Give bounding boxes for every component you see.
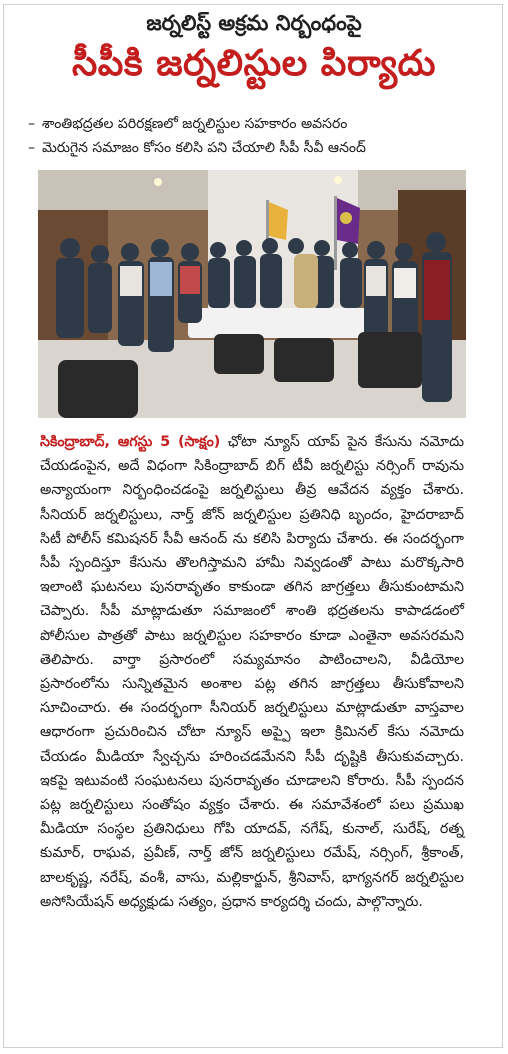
article-body-text: ఛోటా న్యూస్ యాప్ పైన కేసును నమోదు చేయడంపైన, అదే విధంగా సికింద్రాబాద్ బిగ్ టీవీ జర్నలిస్టు నర్సింగ్ రావును అన్యాయంగా నిర్బంధించడంపై జర్నలిస్టులు తీవ్ర ఆవేదన వ్యక్తం చేశారు. సీనియర్ జర్నలిస్టులు, నార్త్ జోన్ జర్నలిస్టుల ప్రతినిధి బృందం, హైదరాబాద్ సిటీ పోలీస్ కమిషనర్ సీవీ ఆనంద్ ను కలిసి పిర్యాదు చేశారు. ఈ సందర్భంగా సీపీ స్పందిస్తూ కేసును తొలగిస్తామని హామీ నివ్వడంతో పాటు మరొక్కసారి ఇలాంటి ఘటనలు పునరావృతం కాకుండా తగిన జాగ్రత్తలు తీసుకుంటామని చెప్పారు. సీపీ మాట్లాడుతూ సమాజంలో శాంతి భద్రతలను కాపాడడంలో పోలీసుల పాత్రతో పాటు జర్నలిస్టుల సహకారం కూడా ఎంతైనా అవసరమని తెలిపారు. వార్తా ప్రసారంలో సమ్యమానం పాటించాలని, వీడియోల ప్రసారంలోను సున్నితమైన అంశాల పట్ల తగిన జాగ్రత్తలు తీసుకోవాలని సూచించారు. ఈ సందర్భంగా సీనియర్ జర్నలిస్టులు మాట్లాడుతూ వాస్తవాల ఆధారంగా ప్రచురించిన చోటా న్యూస్ అప్పై ఇలా క్రిమినల్ కేసు నమోదు చేయడం మీడియా స్వేచ్చను హరించడమేనని సీపీ దృష్టికి తీసుకువచ్చారు. ఇకపై ఇటువంటి సంఘటనలు పునరావృతం చూడాలని కోరారు. సీపీ స్పందన పట్ల జర్నలిస్టులు సంతోషం వ్యక్తం చేశారు. ఈ సమావేశంలో పలు ప్రముఖ మీడియా సంస్థల ప్రతినిధులు గోపి యాదవ్, నగేష్, కునాల్, సురేష్, రత్న కుమార్, రాఘవ, ప్రవీణ్, నార్త్ జోన్ జర్నలిస్టులు రమేష్, నర్సింగ్, శ్రీకాంత్, బాలకృష్ణ, నరేష్, వంశీ, వాసు, మల్లికార్జున్, శ్రీనివాస్, భాగ్యనగర్ జర్నలిస్టుల అసోసియేషన్ అధ్యక్షుడు సత్యం, ప్రధాన కార్యదర్శి చందు, పాల్గొన్నారు. [40, 434, 465, 910]
subhead-bullet [28, 136, 488, 160]
subhead-bullet-text: శాంతిభద్రతల పరిరక్షణలో జర్నలిస్టుల సహకారం అవసరం [42, 116, 348, 132]
article-body [40, 430, 464, 914]
subhead-bullet [28, 112, 488, 136]
article-dateline: సికింద్రాబాద్, ఆగస్టు 5 (సాక్షం) [40, 434, 221, 450]
dash-icon: – [28, 116, 35, 132]
subhead-bullets [28, 112, 488, 160]
news-photo [38, 170, 466, 418]
article-headline: సీపీకి జర్నలిస్టుల పిర్యాదు [72, 43, 436, 84]
dash-icon: – [28, 140, 35, 156]
subhead-bullet-text: మెరుగైన సమాజం కోసం కలిసి పని చేయాలి సీపీ సీవీ ఆనంద్ [42, 140, 366, 156]
article-kicker: జర్నలిస్ట్ అక్రమ నిర్బంధంపై [146, 11, 362, 35]
